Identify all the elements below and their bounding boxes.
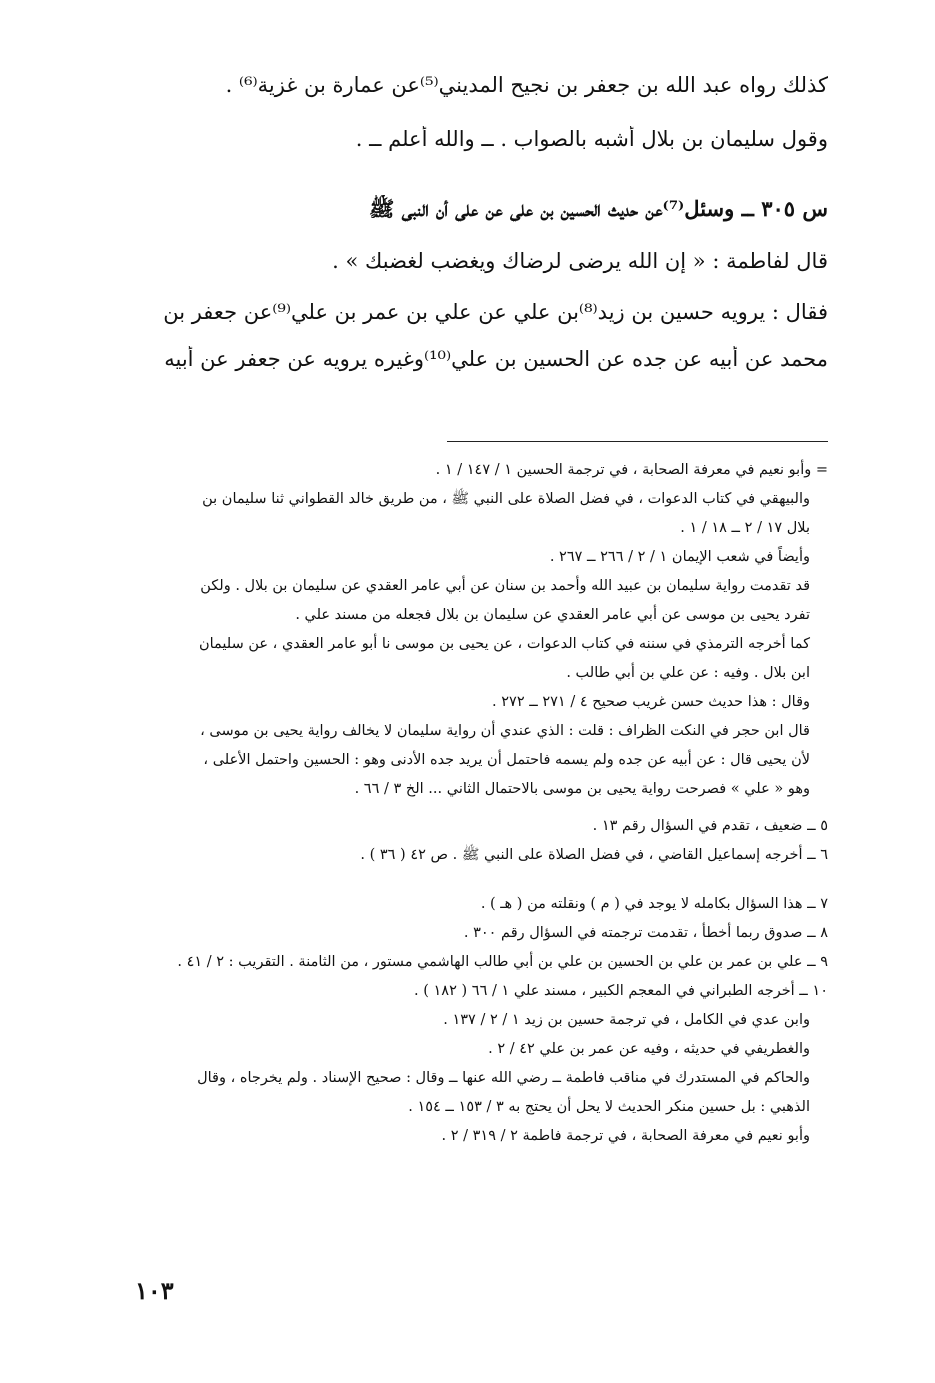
footnote-line: الذهبي : بل حسين منكر الحديث لا يحل أن يحتج به ٣ / ١٥٣ ــ ١٥٤ . bbox=[408, 1099, 810, 1115]
footnote-line: وهو « علي » فصرحت رواية يحيى بن موسى بالاحتمال الثاني ... الخ ٣ / ٦٦ . bbox=[354, 781, 810, 797]
footnote-divider bbox=[447, 441, 828, 442]
main-line: محمد عن أبيه عن جده عن الحسين بن علي⁽¹⁰⁾وغيره يرويه عن جعفر عن أبيه bbox=[164, 347, 828, 371]
footnote-line: قال ابن حجر في النكت الظراف : قلت : الذي عندي أن رواية سليمان لا يخالف رواية يحيى بن موسى ، bbox=[200, 723, 810, 739]
question-heading: س ٣٠٥ ــ وسئل⁽⁷⁾عن حديث الحسين بن علي عن علي أن النبي ﷺ bbox=[368, 196, 828, 221]
footnote-line: والبيهقي في كتاب الدعوات ، في فضل الصلاة على النبي ﷺ ، من طريق خالد القطواني ثنا سليمان بن bbox=[202, 491, 810, 507]
footnote-line: وابن عدي في الكامل ، في ترجمة حسين بن زيد ١ / ٢ / ١٣٧ . bbox=[443, 1012, 810, 1028]
footnote-5: ٥ ــ ضعيف ، تقدم في السؤال رقم ١٣ . bbox=[592, 818, 828, 834]
footnote-8: ٨ ــ صدوق ربما أخطأ ، تقدمت ترجمته في السؤال رقم ٣٠٠ . bbox=[463, 925, 828, 941]
footnote-line: وأيضاً في شعب الإيمان ١ / ٢ / ٢٦٦ ــ ٢٦٧ . bbox=[549, 549, 810, 565]
page-number: ١٠٣ bbox=[135, 1276, 174, 1305]
footnote-6: ٦ ــ أخرجه إسماعيل القاضي ، في فضل الصلاة على النبي ﷺ . ص ٤٢ ( ٣٦ ) . bbox=[360, 847, 828, 863]
main-line: وقول سليمان بن بلال أشبه بالصواب . ــ والله أعلم ــ . bbox=[355, 127, 828, 151]
footnote-line: ابن بلال . وفيه : عن علي بن أبي طالب . bbox=[566, 665, 810, 681]
footnote-10: ١٠ ــ أخرجه الطبراني في المعجم الكبير ، مسند علي ١ / ٦٦ ( ١٨٢ ) . bbox=[414, 983, 828, 999]
main-line: قال لفاطمة : « إن الله يرضى لرضاك ويغضب لغضبك » . bbox=[332, 249, 828, 273]
footnote-line: قد تقدمت رواية سليمان بن عبيد الله وأحمد بن سنان عن أبي عامر العقدي عن سليمان بن بلال . ولكن bbox=[200, 578, 810, 594]
footnote-line: تفرد يحيى بن موسى عن أبي عامر العقدي عن سليمان بن بلال فجعله من مسند علي . bbox=[295, 607, 810, 623]
footnote-7: ٧ ــ هذا السؤال بكامله لا يوجد في ( م ) ونقلته من ( هـ ) . bbox=[480, 896, 828, 912]
footnote-line: = وأبو نعيم في معرفة الصحابة ، في ترجمة الحسين ١ / ١٤٧ / ١ . bbox=[435, 462, 828, 478]
main-line: كذلك رواه عبد الله بن جعفر بن نجيح المديني⁽⁵⁾عن عمارة بن غزية⁽⁶⁾ . bbox=[225, 73, 828, 97]
main-line: فقال : يرويه حسين بن زيد⁽⁸⁾بن علي عن علي بن عمر بن علي⁽⁹⁾عن جعفر بن bbox=[163, 300, 828, 324]
footnote-line: لأن يحيى قال : عن أبيه عن جده ولم يسمه فاحتمل أن يريد جده الأدنى وهو : الحسين واحتمل الأعلى ، bbox=[203, 752, 810, 768]
footnote-9: ٩ ــ علي بن عمر بن علي بن الحسين بن علي بن أبي طالب الهاشمي مستور ، من الثامنة . التقريب : ٢ / ٤١ . bbox=[177, 954, 828, 970]
footnote-line: والغطريفي في حديثه ، وفيه عن عمر بن علي ٤٢ / ٢ . bbox=[488, 1041, 810, 1057]
main-text bbox=[138, 72, 828, 373]
footnote-line: بلال ١٧ / ٢ ــ ١٨ / ١ . bbox=[680, 520, 810, 536]
footnotes bbox=[135, 456, 828, 1151]
footnote-line: وقال : هذا حديث حسن غريب صحيح ٤ / ٢٧١ ــ ٢٧٢ . bbox=[492, 694, 810, 710]
footnote-line: وأبو نعيم في معرفة الصحابة ، في ترجمة فاطمة ٢ / ٣١٩ / ٢ . bbox=[441, 1128, 810, 1144]
footnote-line: كما أخرجه الترمذي في سننه في كتاب الدعوات ، عن يحيى بن موسى نا أبو عامر العقدي ، عن سليمان bbox=[198, 636, 810, 652]
footnote-line: والحاكم في المستدرك في مناقب فاطمة ــ رضي الله عنها ــ وقال : صحيح الإسناد . ولم يخرجاه ، وقال bbox=[197, 1070, 810, 1086]
